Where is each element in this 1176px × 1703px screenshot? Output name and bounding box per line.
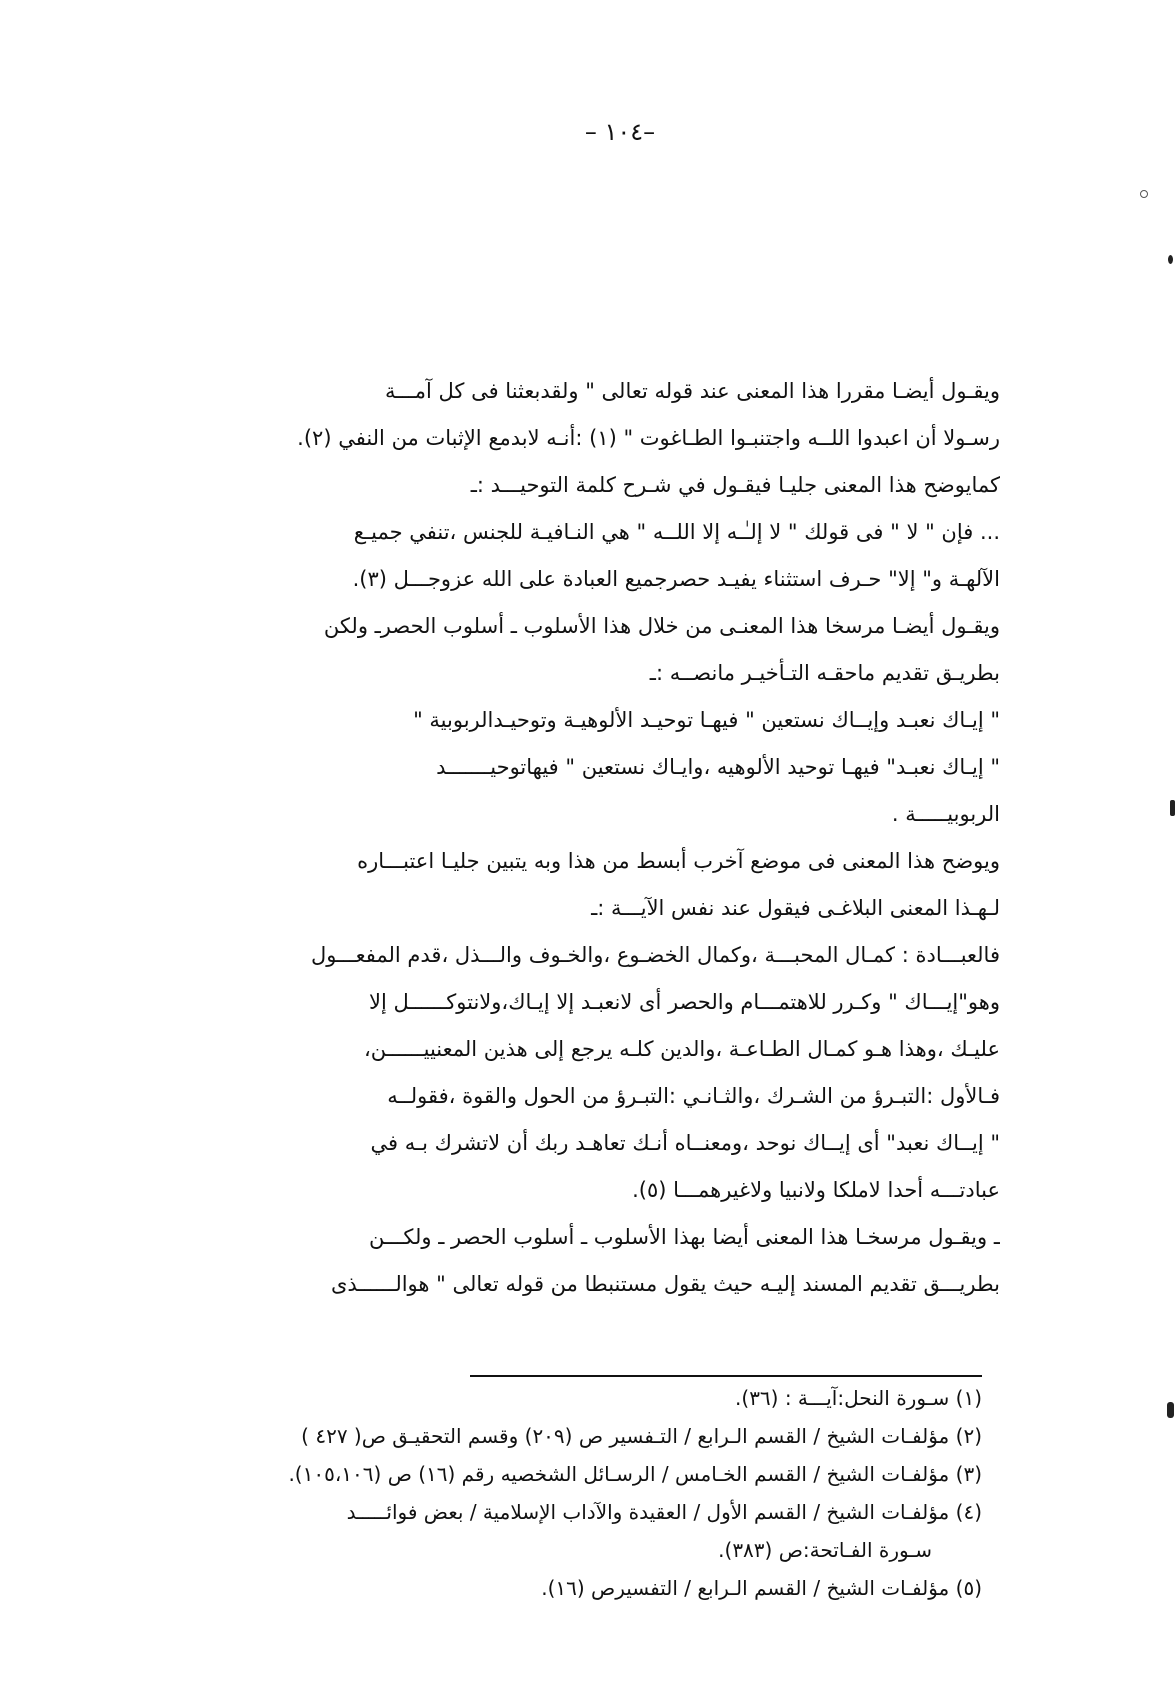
body-line: " إيــاك نعبد" أى إيــاك نوحد ،ومعنــاه أنـك تعاهـد ربك أن لاتشرك بـه في xyxy=(370,1131,1000,1155)
body-line: بطريـــق تقديم المسند إليـه حيث يقول مستنبطا من قوله تعالى " هوالــــــذى xyxy=(330,1272,1000,1296)
body-line: " إيـاك نعبـد" فيهـا توحيد الألوهيه ،وايـاك نستعين " فيهاتوحيـــــــد xyxy=(436,755,1000,779)
body-line: ... فإن " لا " فى قولك " لا إلـٰـه إلا اللــه " هي النـافيـة للجنس ،تنفي جميـع xyxy=(353,520,1000,544)
scan-speck xyxy=(1168,255,1173,264)
body-line: فالعبـــادة : كمـال المحبـــة ،وكمال الخضـوع ،والخـوف والـــذل ،قدم المفعـــول xyxy=(311,943,1000,967)
footnote-divider xyxy=(470,1375,982,1377)
body-line: ـ ويقـول مرسخـا هذا المعنى أيضا بهذا الأسلوب ـ أسلوب الحصر ـ ولكـــن xyxy=(368,1225,1000,1249)
footnote: (٤) مؤلفـات الشيخ / القسم الأول / العقيدة والآداب الإسلامية / بعض فوائـــــد xyxy=(346,1500,982,1524)
body-line: فـالأول :التبـرؤ من الشـرك ،والثـانـي :التبـرؤ من الحول والقوة ،فقولــه xyxy=(387,1084,1000,1108)
footnote-continuation: سـورة الفـاتحة:ص (٣٨٣). xyxy=(718,1538,932,1562)
body-line: الآلهـة و" إلا" حـرف استثناء يفيـد حصرجميع العبادة على الله عزوجـــل (٣). xyxy=(352,567,1000,591)
footnote: (٢) مؤلفـات الشيخ / القسم الـرابع / التـفسير ص (٢٠٩) وقسم التحقيـق ص( ٤٢٧ ) xyxy=(301,1424,982,1448)
body-line: لـهـذا المعنى البلاغـى فيقول عند نفس الآيـــة :ـ xyxy=(591,896,1000,920)
body-line: " إيـاك نعبـد وإيــاك نستعين " فيهـا توحيـد الألوهيـة وتوحيـدالربوبية " xyxy=(413,708,1000,732)
scan-speck xyxy=(1170,800,1175,816)
scan-speck xyxy=(1167,1402,1174,1418)
footnote: (٣) مؤلفـات الشيخ / القسم الخـامس / الرسـائل الشخصيه رقم (١٦) ص (١٠٥،١٠٦). xyxy=(288,1462,982,1486)
scan-speck xyxy=(1140,190,1148,198)
body-line: رسـولا أن اعبدوا اللــه واجتنبـوا الطـاغوت " (١) :أنـه لابدمع الإثبات من النفي (٢). xyxy=(297,426,1000,450)
footnote: (٥) مؤلفـات الشيخ / القسم الـرابع / التفسيرص (١٦). xyxy=(541,1576,982,1600)
body-line: بطريـق تقديم ماحقـه التـأخيـر مانصــه :ـ xyxy=(649,661,1000,685)
body-line: عليـك ،وهذا هـو كمـال الطـاعـة ،والدين كلـه يرجع إلى هذين المعنييــــــن، xyxy=(363,1037,1000,1061)
body-line: وهو"إيـــاك " وكـرر للاهتمـــام والحصر أى لانعبـد إلا إيـاك،ولانتوكــــــل إلا xyxy=(368,990,1000,1014)
footnotes xyxy=(120,1380,982,1608)
body-line: ويقـول أيضـا مرسخا هذا المعنـى من خلال هذا الأسلوب ـ أسلوب الحصرـ ولكن xyxy=(323,614,1000,638)
footnote: (١) سـورة النحل:آيـــة : (٣٦). xyxy=(735,1386,982,1410)
page-number: –١٠٤ – xyxy=(584,118,656,146)
body-line: الربوبيـــــة . xyxy=(891,802,1000,826)
body-line: ويقـول أيضـا مقررا هذا المعنى عند قوله تعالى " ولقدبعثنا فى كل آمـــة xyxy=(385,379,1000,403)
body-line: عبادتـــه أحدا لاملكا ولانبيا ولاغيرهمـــا (٥). xyxy=(632,1178,1000,1202)
body-line: ويوضح هذا المعنى فى موضع آخرب أبسط من هذا وبه يتبين جليـا اعتبـــاره xyxy=(357,849,1000,873)
body-text xyxy=(140,368,1000,1308)
body-line: كمايوضح هذا المعنى جليـا فيقـول في شـرح كلمة التوحيـــد :ـ xyxy=(470,473,1000,497)
